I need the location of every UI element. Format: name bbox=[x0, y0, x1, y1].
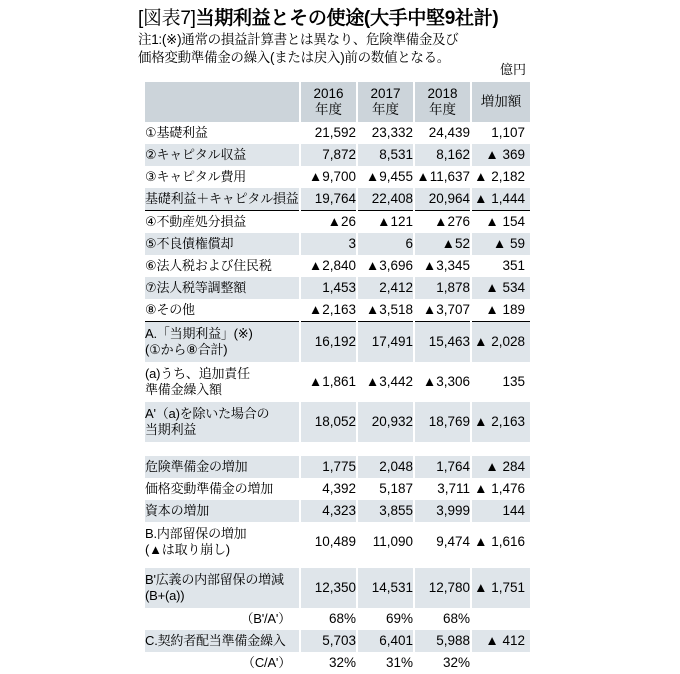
column-header-delta-text: 増加額 bbox=[480, 94, 522, 109]
table-row bbox=[145, 233, 530, 255]
column-header-2018 bbox=[414, 82, 471, 122]
row-label: ①基礎利益 bbox=[145, 122, 300, 144]
cell-2018: 15,463 bbox=[414, 322, 471, 363]
column-header-2017 bbox=[357, 82, 414, 122]
row-label: 価格変動準備金の増加 bbox=[145, 478, 300, 500]
table-row bbox=[145, 608, 530, 630]
row-label-line1: A.「当期利益」(※) bbox=[145, 326, 253, 341]
cell-delta: ▲ 59 bbox=[471, 233, 530, 255]
cell-delta: ▲ 1,444 bbox=[471, 188, 530, 211]
row-label: ⑥法人税および住民税 bbox=[145, 255, 300, 277]
cell-delta: ▲ 2,163 bbox=[471, 402, 530, 442]
cell-2016: ▲1,861 bbox=[300, 362, 357, 402]
row-label: ⑤不良債権償却 bbox=[145, 233, 300, 255]
table-row bbox=[145, 362, 530, 402]
table-row bbox=[145, 188, 530, 211]
cell-delta: ▲ 412 bbox=[471, 630, 530, 652]
table-row bbox=[145, 456, 530, 478]
table-row bbox=[145, 402, 530, 442]
cell-2016: 3 bbox=[300, 233, 357, 255]
column-header-2016-year: 2016 bbox=[313, 86, 344, 101]
row-label-line2: (①から⑧合計) bbox=[145, 342, 228, 357]
cell-2017: 31% bbox=[357, 652, 414, 674]
cell-2017: ▲121 bbox=[357, 211, 414, 234]
column-header-2016 bbox=[300, 82, 357, 122]
cell-2016: 1,453 bbox=[300, 277, 357, 299]
cell-2016: 7,872 bbox=[300, 144, 357, 166]
table-row bbox=[145, 522, 530, 562]
table-row bbox=[145, 322, 530, 363]
cell-2018: ▲3,306 bbox=[414, 362, 471, 402]
row-label-line2: (▲は取り崩し) bbox=[145, 542, 230, 557]
row-label: ⑧その他 bbox=[145, 299, 300, 322]
cell-2017: 2,412 bbox=[357, 277, 414, 299]
cell-2016: 16,192 bbox=[300, 322, 357, 363]
column-header-2018-year: 2018 bbox=[427, 86, 458, 101]
cell-2017: 6 bbox=[357, 233, 414, 255]
cell-2018: 12,780 bbox=[414, 568, 471, 608]
row-label-line1: B'広義の内部留保の増減 bbox=[145, 572, 284, 587]
cell-delta: ▲ 2,182 bbox=[471, 166, 530, 188]
note-line-2: 価格変動準備金の繰入(または戻入)前の数値となる。 bbox=[138, 50, 450, 65]
row-label: ②キャピタル収益 bbox=[145, 144, 300, 166]
section-spacer bbox=[145, 442, 530, 456]
table-row bbox=[145, 255, 530, 277]
row-label-line2: 準備金繰入額 bbox=[145, 382, 222, 397]
row-label: 危険準備金の増加 bbox=[145, 456, 300, 478]
table-row bbox=[145, 211, 530, 234]
cell-2016: 5,703 bbox=[300, 630, 357, 652]
row-label: 資本の増加 bbox=[145, 500, 300, 522]
cell-2017: ▲3,442 bbox=[357, 362, 414, 402]
cell-2017: 17,491 bbox=[357, 322, 414, 363]
cell-2016: 21,592 bbox=[300, 122, 357, 144]
cell-2018: 20,964 bbox=[414, 188, 471, 211]
row-label bbox=[145, 402, 300, 442]
row-label-line2: 当期利益 bbox=[145, 422, 197, 437]
row-label-line1: (a)うち、追加責任 bbox=[145, 366, 250, 381]
cell-2018: 1,764 bbox=[414, 456, 471, 478]
row-label-line1: B.内部留保の増加 bbox=[145, 526, 247, 541]
cell-delta: 135 bbox=[471, 362, 530, 402]
cell-2017: 11,090 bbox=[357, 522, 414, 562]
cell-2016: 18,052 bbox=[300, 402, 357, 442]
table-row bbox=[145, 568, 530, 608]
cell-delta: ▲ 189 bbox=[471, 299, 530, 322]
column-header-delta bbox=[471, 82, 530, 122]
cell-2018: ▲276 bbox=[414, 211, 471, 234]
cell-delta bbox=[471, 608, 530, 630]
cell-2018: 18,769 bbox=[414, 402, 471, 442]
cell-2016: 10,489 bbox=[300, 522, 357, 562]
unit-label: 億円 bbox=[499, 62, 526, 77]
table-row bbox=[145, 652, 530, 674]
note-line-1: 注1:(※)通常の損益計算書とは異なり、危険準備金及び bbox=[138, 32, 459, 47]
cell-2016: 4,323 bbox=[300, 500, 357, 522]
row-label: ④不動産処分損益 bbox=[145, 211, 300, 234]
cell-2016: ▲26 bbox=[300, 211, 357, 234]
cell-2018: 1,878 bbox=[414, 277, 471, 299]
cell-delta: 144 bbox=[471, 500, 530, 522]
cell-2017: 69% bbox=[357, 608, 414, 630]
cell-2016: ▲9,700 bbox=[300, 166, 357, 188]
row-label: 基礎利益＋キャピタル損益 bbox=[145, 188, 300, 211]
row-label-line1: A'（a)を除いた場合の bbox=[145, 406, 270, 421]
page-title bbox=[138, 6, 668, 31]
cell-2018: ▲3,345 bbox=[414, 255, 471, 277]
row-label bbox=[145, 322, 300, 363]
cell-delta bbox=[471, 652, 530, 674]
cell-2016: 1,775 bbox=[300, 456, 357, 478]
cell-2018: 5,988 bbox=[414, 630, 471, 652]
cell-2016: 32% bbox=[300, 652, 357, 674]
cell-2018: 3,711 bbox=[414, 478, 471, 500]
table-header-row bbox=[145, 82, 530, 122]
cell-2017: 5,187 bbox=[357, 478, 414, 500]
figure-number: [図表7] bbox=[138, 8, 196, 29]
row-label bbox=[145, 568, 300, 608]
cell-delta: ▲ 2,028 bbox=[471, 322, 530, 363]
table-row bbox=[145, 500, 530, 522]
cell-2017: 8,531 bbox=[357, 144, 414, 166]
cell-2017: ▲3,696 bbox=[357, 255, 414, 277]
cell-2016: 4,392 bbox=[300, 478, 357, 500]
cell-2018: 68% bbox=[414, 608, 471, 630]
row-label: （B'/A'） bbox=[145, 608, 300, 630]
cell-2018: 8,162 bbox=[414, 144, 471, 166]
table-row bbox=[145, 277, 530, 299]
cell-delta: ▲ 369 bbox=[471, 144, 530, 166]
cell-2016: ▲2,840 bbox=[300, 255, 357, 277]
cell-2017: 20,932 bbox=[357, 402, 414, 442]
cell-2017: ▲9,455 bbox=[357, 166, 414, 188]
cell-2018: 24,439 bbox=[414, 122, 471, 144]
column-header-2018-suffix: 年度 bbox=[429, 102, 456, 117]
row-label-line2: (B+(a)) bbox=[145, 588, 185, 603]
table-row bbox=[145, 144, 530, 166]
row-label: ⑦法人税等調整額 bbox=[145, 277, 300, 299]
table-row bbox=[145, 299, 530, 322]
cell-delta: ▲ 154 bbox=[471, 211, 530, 234]
cell-2017: 2,048 bbox=[357, 456, 414, 478]
cell-delta: ▲ 284 bbox=[471, 456, 530, 478]
cell-2017: 14,531 bbox=[357, 568, 414, 608]
table-row bbox=[145, 630, 530, 652]
cell-2016: 68% bbox=[300, 608, 357, 630]
cell-2017: 23,332 bbox=[357, 122, 414, 144]
row-label bbox=[145, 362, 300, 402]
column-header-2017-suffix: 年度 bbox=[372, 102, 399, 117]
cell-2018: ▲52 bbox=[414, 233, 471, 255]
row-label: C.契約者配当準備金繰入 bbox=[145, 630, 300, 652]
cell-2017: 3,855 bbox=[357, 500, 414, 522]
table-row bbox=[145, 478, 530, 500]
cell-delta: ▲ 1,476 bbox=[471, 478, 530, 500]
column-header-2017-year: 2017 bbox=[370, 86, 401, 101]
table-body bbox=[145, 122, 530, 674]
cell-delta: ▲ 534 bbox=[471, 277, 530, 299]
cell-2018: 32% bbox=[414, 652, 471, 674]
cell-2017: 6,401 bbox=[357, 630, 414, 652]
financial-table-wrapper bbox=[145, 82, 528, 674]
cell-2016: 12,350 bbox=[300, 568, 357, 608]
cell-2018: ▲3,707 bbox=[414, 299, 471, 322]
cell-2016: 19,764 bbox=[300, 188, 357, 211]
table-header bbox=[145, 82, 530, 122]
figure-title-text: 当期利益とその使途(大手中堅9社計) bbox=[195, 8, 499, 29]
cell-2017: ▲3,518 bbox=[357, 299, 414, 322]
heading-block bbox=[138, 6, 668, 67]
cell-2017: 22,408 bbox=[357, 188, 414, 211]
row-label: （C/A'） bbox=[145, 652, 300, 674]
cell-delta: ▲ 1,751 bbox=[471, 568, 530, 608]
row-label bbox=[145, 522, 300, 562]
cell-2018: ▲11,637 bbox=[414, 166, 471, 188]
column-header-label bbox=[145, 82, 300, 122]
table-row bbox=[145, 122, 530, 144]
cell-2016: ▲2,163 bbox=[300, 299, 357, 322]
table-row bbox=[145, 166, 530, 188]
cell-2018: 3,999 bbox=[414, 500, 471, 522]
cell-delta: 351 bbox=[471, 255, 530, 277]
cell-delta: 1,107 bbox=[471, 122, 530, 144]
cell-delta: ▲ 1,616 bbox=[471, 522, 530, 562]
financial-table bbox=[145, 82, 530, 674]
row-label: ③キャピタル費用 bbox=[145, 166, 300, 188]
column-header-2016-suffix: 年度 bbox=[315, 102, 342, 117]
cell-2018: 9,474 bbox=[414, 522, 471, 562]
